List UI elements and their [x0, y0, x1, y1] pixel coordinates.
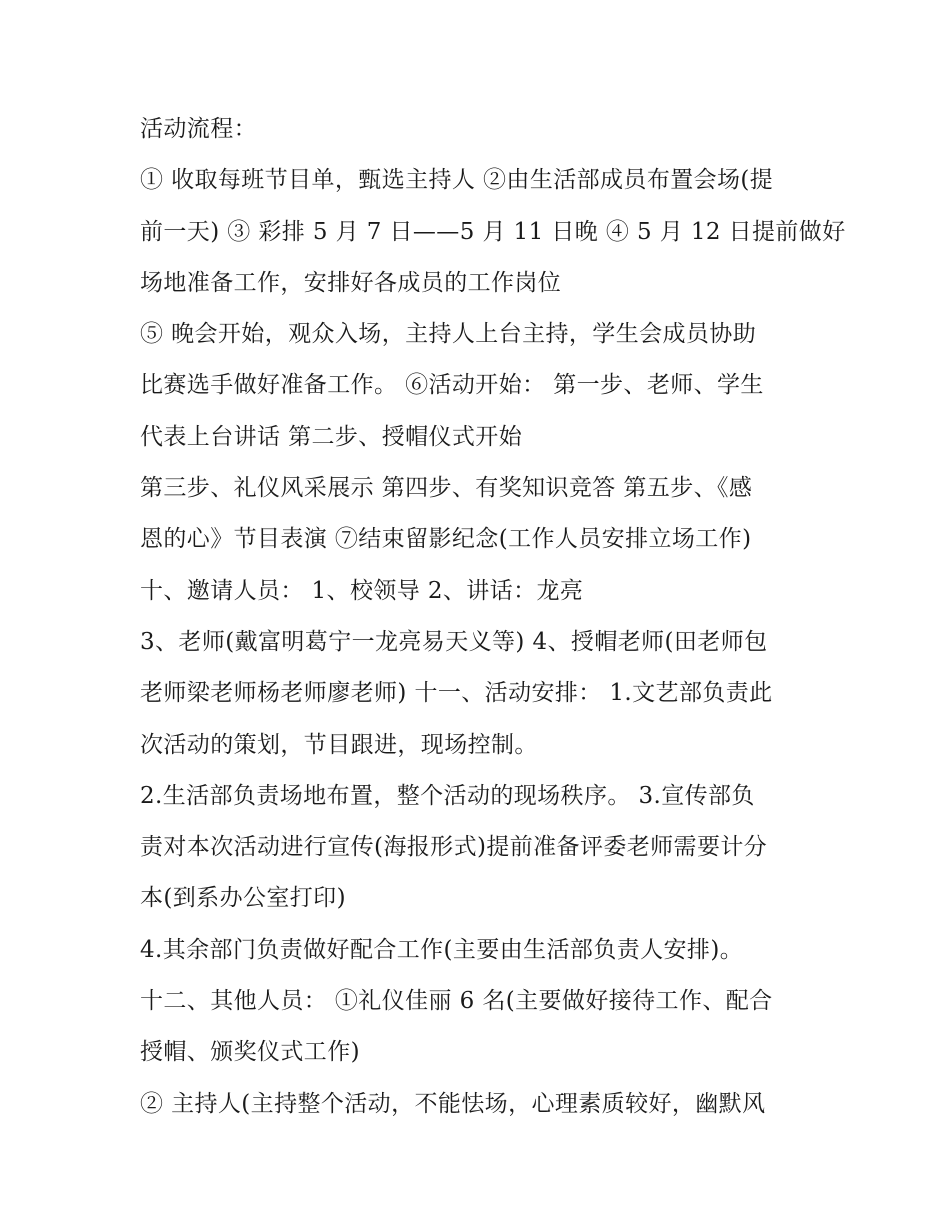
text-line: 场地准备工作，安排好各成员的工作岗位 [140, 269, 562, 296]
text-line: 第三步、礼仪风采展示 第四步、有奖知识竞答 第五步、《感 [140, 475, 753, 502]
text-line: 2.生活部负责场地布置，整个活动的现场秩序。 3.宣传部负 [140, 782, 755, 809]
document-body [140, 104, 846, 1130]
text-line: 比赛选手做好准备工作。 ⑥活动开始： 第一步、老师、学生 [140, 372, 764, 399]
text-line: ① 收取每班节目单，甄选主持人 ②由生活部成员布置会场(提 [140, 167, 774, 194]
text-line: 4.其余部门负责做好配合工作(主要由生活部负责人安排)。 [140, 936, 744, 963]
text-line: 代表上台讲话 第二步、授帽仪式开始 [140, 423, 523, 450]
text-line: 前一天) ③ 彩排 5 月 7 日——5 月 11 日晚 ④ 5 月 12 日提前做好 [140, 218, 846, 245]
text-line-heading: 活动流程： [140, 116, 257, 142]
text-line: 恩的心》节目表演 ⑦结束留影纪念(工作人员安排立场工作) [140, 526, 752, 553]
text-line: 次活动的策划，节目跟进，现场控制。 [140, 731, 538, 758]
text-line: 3、老师(戴富明葛宁一龙亮易天义等) 4、授帽老师(田老师包 [140, 628, 768, 655]
text-line: 本(到系办公室打印) [140, 885, 346, 912]
text-line: 授帽、颁奖仪式工作) [140, 1039, 360, 1066]
text-line: 老师梁老师杨老师廖老师) 十一、活动安排： 1.文艺部负责此 [140, 680, 773, 707]
text-line-section: 十、邀请人员： 1、校领导 2、讲话：龙亮 [140, 577, 584, 604]
text-line: ② 主持人(主持整个活动，不能怯场，心理素质较好，幽默风 [140, 1090, 766, 1117]
text-line: 责对本次活动进行宣传(海报形式)提前准备评委老师需要计分 [140, 834, 768, 861]
text-line-section: 十二、其他人员： ①礼仪佳丽 6 名(主要做好接待工作、配合 [140, 988, 773, 1015]
text-line: ⑤ 晚会开始，观众入场，主持人上台主持，学生会成员协助 [140, 321, 757, 348]
